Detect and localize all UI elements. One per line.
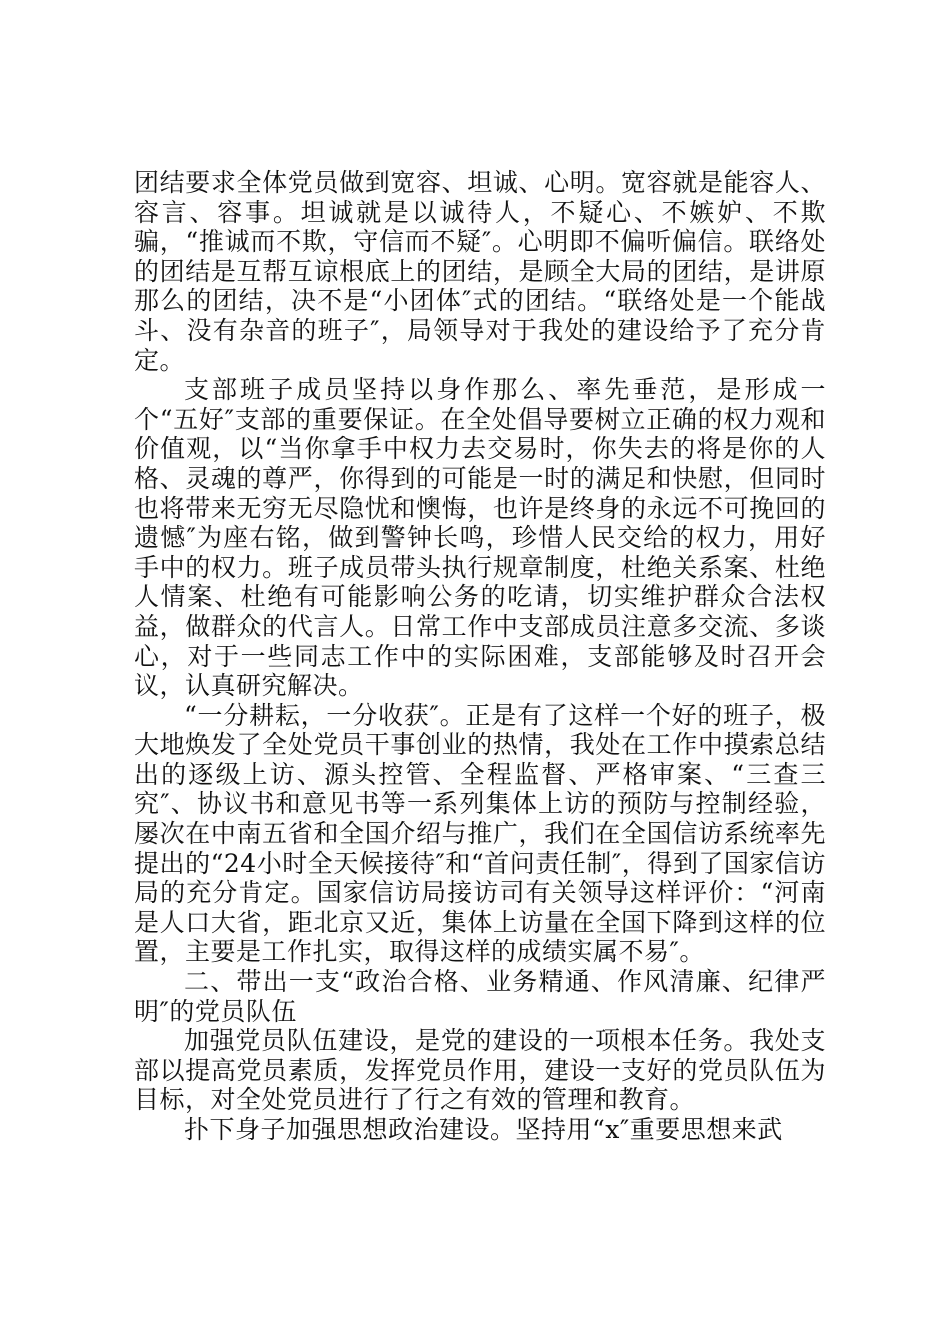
section-heading-two: 二、带出一支“政治合格、业务精通、作风清廉、纪律严明″的党员队伍 xyxy=(134,967,826,1026)
paragraph-achievements: “一分耕耘，一分收获″。正是有了这样一个好的班子，极大地焕发了全处党员干事创业的热情，我处在工作中摸索总结出的逐级上访、源头控管、全程监督、严格审案、“三查三究″、协议书和意见书等一系列集体上访的预防与控制经验，屡次在中南五省和全国介绍与推广，我们在全国信访系统率先提出的“24小时全天候接待″和“首问责任制″，得到了国家信访局的充分肯定。国家信访局接访司有关领导这样评价：“河南是人口大省，距北京又近，集体上访量在全国下降到这样的位置，主要是工作扎实，取得这样的成绩实属不易″。 xyxy=(134,700,826,967)
paragraph-unity: 团结要求全体党员做到宽容、坦诚、心明。宽容就是能容人、容言、容事。坦诚就是以诚待人，不疑心、不嫉妒、不欺骗，“推诚而不欺，守信而不疑″。心明即不偏听偏信。联络处的团结是互帮互谅根底上的团结，是顾全大局的团结，是讲原那么的团结，决不是“小团体″式的团结。“联络处是一个能战斗、没有杂音的班子″，局领导对于我处的建设给予了充分肯定。 xyxy=(134,168,826,375)
document-body xyxy=(134,168,826,1145)
paragraph-leadership-example: 支部班子成员坚持以身作那么、率先垂范，是形成一个“五好″支部的重要保证。在全处倡导要树立正确的权力观和价值观，以“当你拿手中权力去交易时，你失去的将是你的人格、灵魂的尊严，你得到的可能是一时的满足和快慰，但同时也将带来无穷无尽隐忧和懊悔，也许是终身的永远不可挽回的遗憾″为座右铭，做到警钟长鸣，珍惜人民交给的权力，用好手中的权力。班子成员带头执行规章制度，杜绝关系案、杜绝人情案、杜绝有可能影响公务的吃请，切实维护群众合法权益，做群众的代言人。日常工作中支部成员注意多交流、多谈心，对于一些同志工作中的实际困难，支部能够及时召开会议，认真研究解决。 xyxy=(134,375,826,701)
paragraph-ideology: 扑下身子加强思想政治建设。坚持用“x″重要思想来武 xyxy=(184,1115,783,1144)
paragraph-team-building: 加强党员队伍建设，是党的建设的一项根本任务。我处支部以提高党员素质，发挥党员作用，建设一支好的党员队伍为目标，对全处党员进行了行之有效的管理和教育。 xyxy=(134,1026,826,1115)
